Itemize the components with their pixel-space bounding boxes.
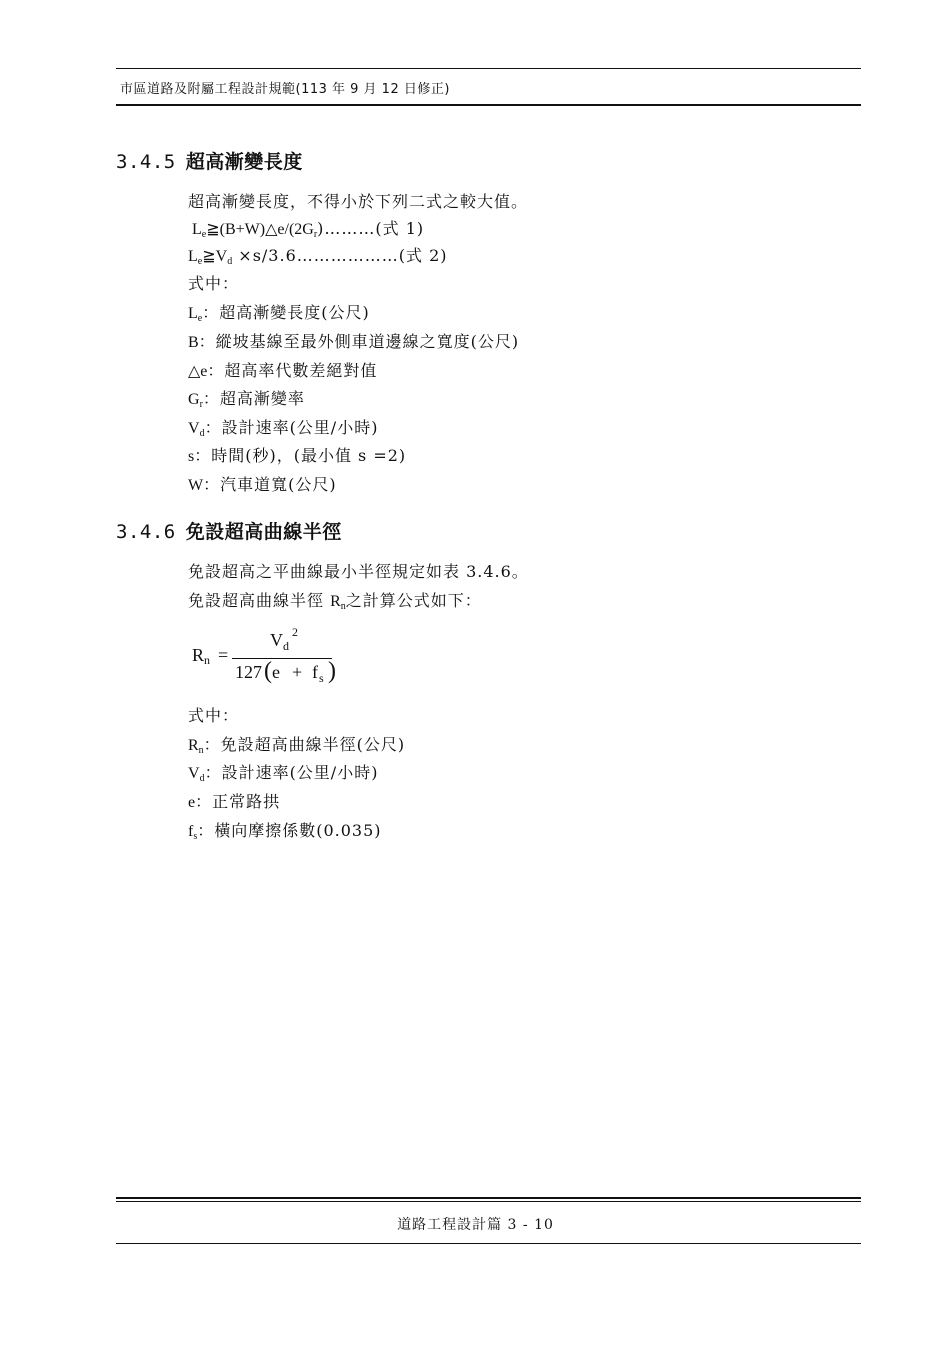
intro-paragraph: 超高漸變長度，不得小於下列二式之較大值。: [188, 192, 529, 211]
section-number: 3.4.5: [116, 151, 176, 173]
paragraph-formula-intro: 免設超高曲線半徑 $R_n$之計算公式如下：: [188, 591, 482, 612]
where-label: 式中：: [188, 706, 240, 725]
footer-rule-thick: [116, 1197, 861, 1199]
running-header: 市區道路及附屬工程設計規範(113 年 9 月 12 日修正): [120, 82, 450, 97]
equation-1: $L_e≧(B+W)\triangle e/(2G_r)\dots\dots\dots$(式 1): [192, 219, 425, 240]
section-title: 免設超高曲線半徑: [185, 521, 342, 543]
formula-equals: =: [218, 645, 229, 665]
definition-b: B：縱坡基線至最外側車道邊線之寬度(公尺): [188, 332, 520, 351]
where-label: 式中：: [188, 274, 240, 293]
definition-vd: $V_d$：設計速率(公里/小時): [188, 418, 379, 439]
formula-den-f-sub: s: [319, 671, 324, 685]
formula-numerator-sub: d: [283, 639, 289, 653]
section-title: 超高漸變長度: [185, 151, 303, 173]
formula-den-f: f: [312, 662, 318, 682]
header-rule-thin: [116, 68, 861, 69]
definition-e: e：正常路拱: [188, 792, 281, 811]
equation-2: $L_e≧V_d$ ×s/3.6………………(式 2): [188, 246, 448, 267]
section-heading-3-4-5: [116, 147, 303, 174]
definition-gr: $G_r$：超高漸變率: [188, 389, 305, 410]
definition-s: s：時間(秒)，(最小值 s =2): [188, 446, 407, 465]
formula-den-plus: +: [292, 662, 303, 682]
definition-w: W：汽車道寬(公尺): [188, 475, 337, 494]
definition-fs: $f_s$：橫向摩擦係數(0.035): [188, 821, 382, 842]
definition-delta-e: △e：超高率代數差絕對值: [188, 361, 378, 380]
formula-lhs: R: [192, 645, 205, 665]
paragraph-table-ref: 免設超高之平曲線最小半徑規定如表 3.4.6。: [188, 562, 529, 581]
definition-le: $L_e$：超高漸變長度(公尺): [188, 303, 370, 324]
fraction-bar: [232, 658, 332, 659]
page-footer: 道路工程設計篇 3 - 10: [397, 1217, 554, 1233]
formula-den-coef: 127: [235, 662, 262, 682]
footer-rule-bottom: [116, 1243, 861, 1244]
formula-numerator-exp: 2: [292, 625, 298, 639]
header-rule-thick: [116, 104, 861, 106]
formula-lhs-sub: n: [204, 653, 210, 667]
formula-numerator: V: [270, 630, 283, 650]
section-heading-3-4-6: [116, 517, 342, 544]
formula-den-e: e: [272, 662, 280, 682]
radius-formula: [188, 625, 378, 691]
formula-den-close: ): [328, 658, 336, 684]
footer-rule-thin: [116, 1201, 861, 1202]
formula-den-open: (: [264, 658, 272, 684]
definition-vd: $V_d$：設計速率(公里/小時): [188, 763, 379, 784]
definition-rn: $R_n$：免設超高曲線半徑(公尺): [188, 735, 406, 756]
section-number: 3.4.6: [116, 521, 176, 543]
